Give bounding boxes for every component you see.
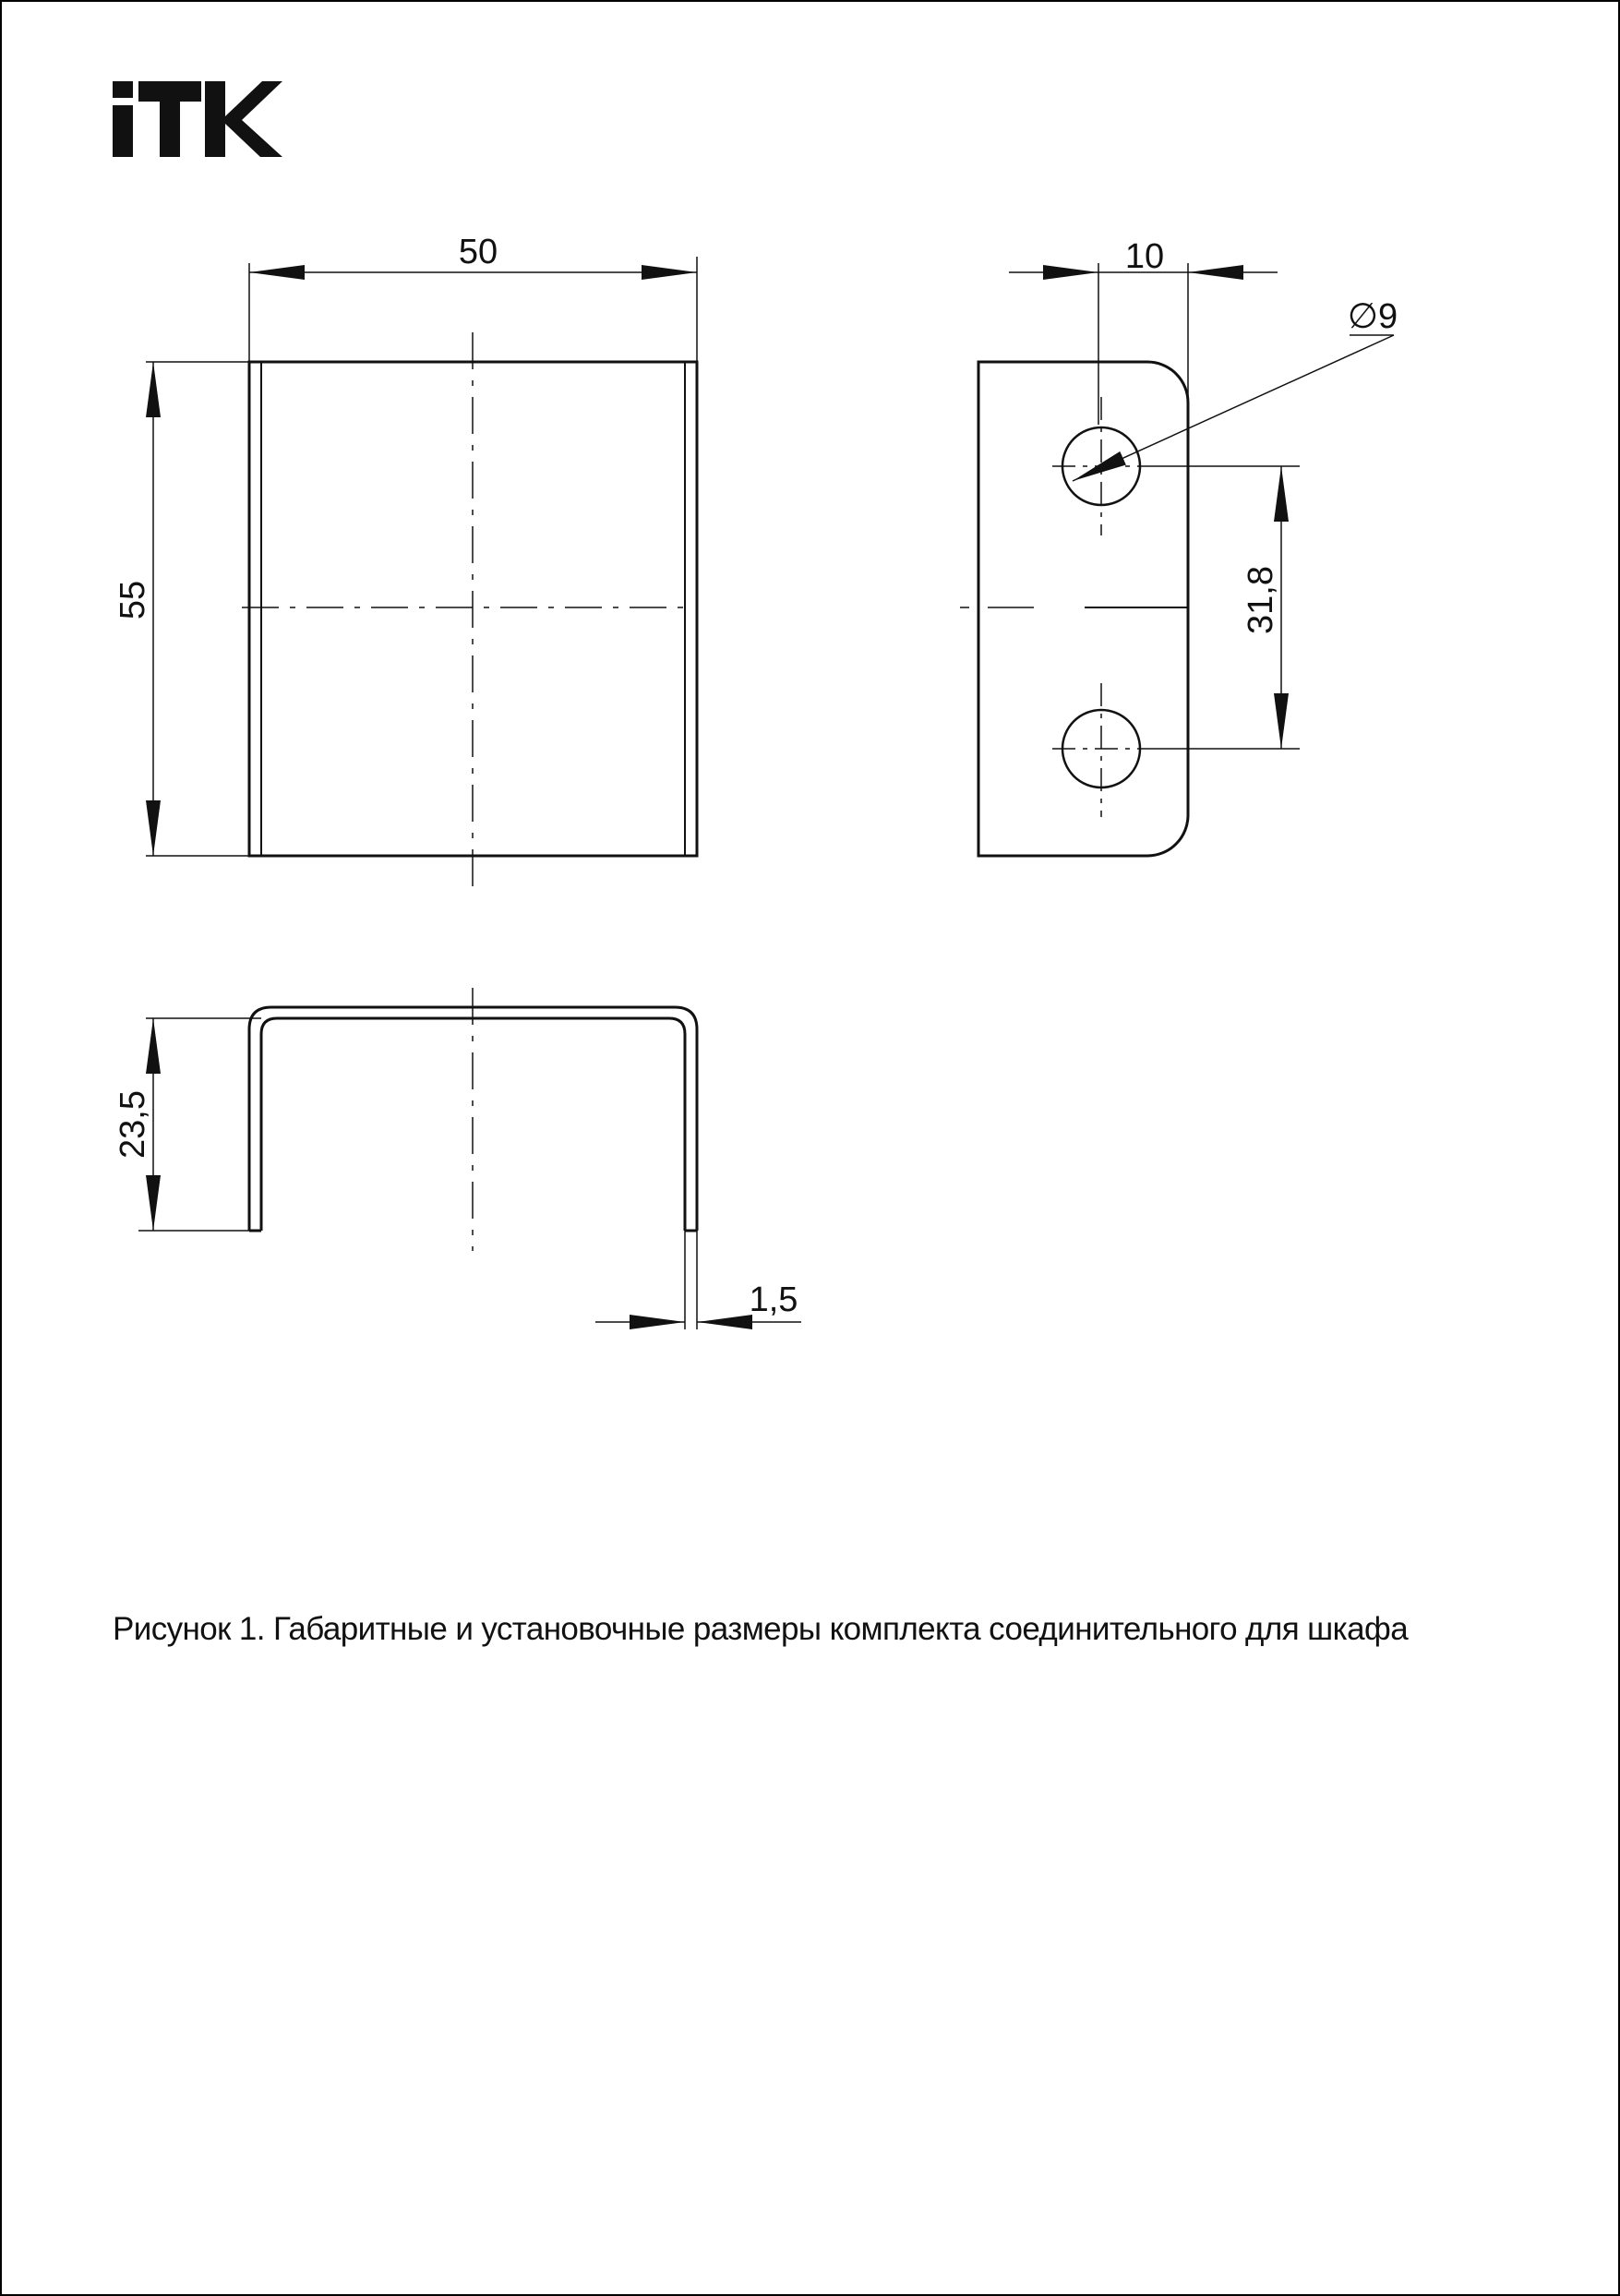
dimension-leader-diameter	[1073, 335, 1394, 481]
dimension-label-width: 50	[458, 233, 498, 271]
side-view	[960, 263, 1394, 856]
dimension-label-profile-height: 23,5	[114, 1090, 152, 1159]
side-view-outline	[978, 362, 1188, 856]
dimension-label-height: 55	[114, 580, 152, 620]
itk-logo	[113, 81, 282, 157]
dimension-label-thickness: 1,5	[749, 1280, 798, 1319]
dimension-label-offset: 10	[1124, 237, 1165, 276]
front-view	[146, 257, 697, 891]
dimension-label-diameter: ∅9	[1347, 297, 1398, 336]
figure-caption: Рисунок 1. Габаритные и установочные размеры комплекта соединительного для шкафа	[113, 1611, 1409, 1647]
dimension-label-hole-spacing: 31,8	[1242, 566, 1280, 634]
profile-view	[138, 988, 801, 1329]
